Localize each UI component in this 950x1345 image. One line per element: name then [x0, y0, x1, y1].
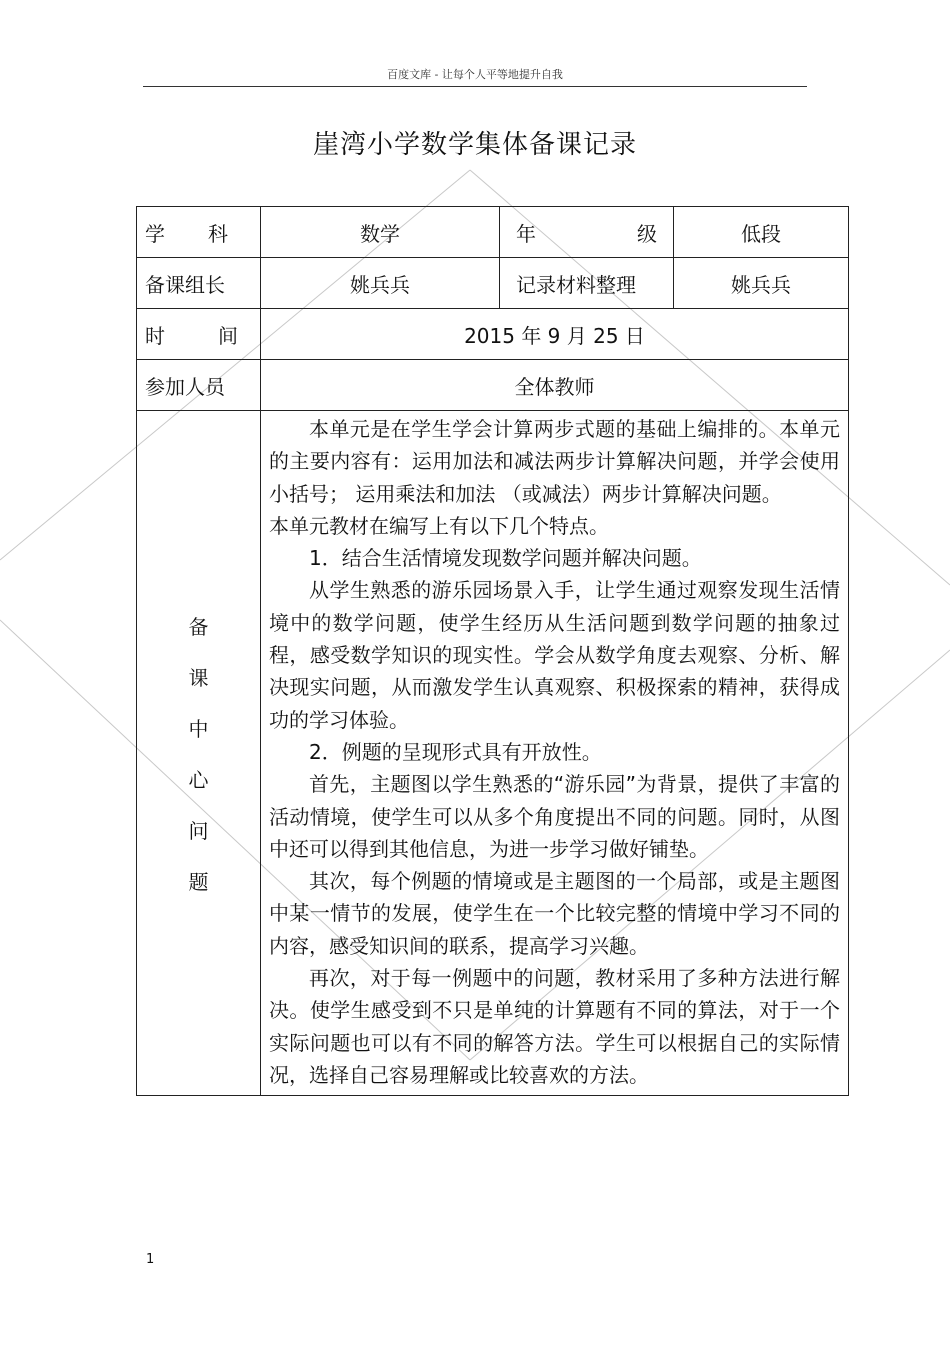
time-value: 2015 年 9 月 25 日: [261, 309, 849, 360]
content-cell: [261, 411, 849, 1096]
side-label-char: 课: [188, 666, 209, 691]
table-row: [137, 411, 849, 1096]
side-label-char: 问: [188, 819, 209, 844]
header-divider: [143, 86, 807, 87]
subject-label-char: 学: [145, 221, 165, 246]
content-paragraph: 首先，主题图以学生熟悉的“游乐园”为背景，提供了丰富的活动情境，使学生可以从多个角度提出不同的问题。同时，从图中还可以得到其他信息，为进一步学习做好铺垫。: [269, 772, 840, 861]
subject-value: 数学: [261, 207, 500, 258]
grade-label-char: 级: [637, 221, 657, 246]
content-paragraph: 再次，对于每一例题中的问题，教材采用了多种方法进行解决。使学生感受到不只是单纯的计算题有不同的算法，对于一个实际问题也可以有不同的解答方法。学生可以根据自己的实际情况，选择自己容易理解或比较喜欢的方法。: [269, 966, 840, 1087]
table-row: [137, 207, 849, 258]
recorder-value: 姚兵兵: [674, 258, 849, 309]
table-row: [137, 360, 849, 411]
subject-label-char: 科: [208, 221, 228, 246]
time-label-cell: [137, 309, 261, 360]
subject-label-cell: [137, 207, 261, 258]
content-paragraph: 本单元是在学生学会计算两步式题的基础上编排的。本单元的主要内容有：运用加法和减法两步计算解决问题，并学会使用小括号； 运用乘法和加法 （或减法）两步计算解决问题。: [269, 417, 840, 506]
content-paragraph: 从学生熟悉的游乐园场景入手，让学生通过观察发现生活情境中的数学问题，使学生经历从生活问题到数学问题的抽象过程，感受数学知识的现实性。学会从数学角度去观察、分析、解决现实问题，从而激发学生认真观察、积极探索的精神，获得成功的学习体验。: [269, 578, 840, 732]
table-row: [137, 258, 849, 309]
document-title: 崖湾小学数学集体备课记录: [312, 130, 637, 160]
side-label-char: 题: [188, 870, 209, 895]
recorder-label: 记录材料整理: [500, 258, 674, 309]
leader-value: 姚兵兵: [261, 258, 500, 309]
time-label-char: 间: [218, 323, 238, 348]
leader-label: 备课组长: [137, 258, 261, 309]
grade-label-cell: [500, 207, 674, 258]
page-header: 百度文库 - 让每个人平等地提升自我: [387, 68, 563, 81]
participants-value: 全体教师: [261, 360, 849, 411]
grade-value: 低段: [674, 207, 849, 258]
grade-label-char: 年: [516, 221, 536, 246]
side-label-char: 中: [188, 717, 209, 742]
side-label-cell: [137, 411, 261, 1096]
record-table: [136, 206, 849, 1096]
side-label-vertical: [189, 611, 209, 895]
time-label-char: 时: [145, 323, 165, 348]
side-label-char: 备: [188, 615, 209, 640]
content-paragraph: 2．例题的呈现形式具有开放性。: [309, 739, 602, 764]
participants-label: 参加人员: [137, 360, 261, 411]
content-paragraph: 本单元教材在编写上有以下几个特点。: [269, 513, 609, 538]
content-paragraph: 其次，每个例题的情境或是主题图的一个局部，或是主题图中某一情节的发展，使学生在一个比较完整的情境中学习不同的内容，感受知识间的联系，提高学习兴趣。: [269, 869, 840, 958]
table-row: [137, 309, 849, 360]
page-number: 1: [146, 1252, 155, 1267]
side-label-char: 心: [188, 768, 209, 793]
content-paragraph: 1．结合生活情境发现数学问题并解决问题。: [309, 546, 702, 571]
